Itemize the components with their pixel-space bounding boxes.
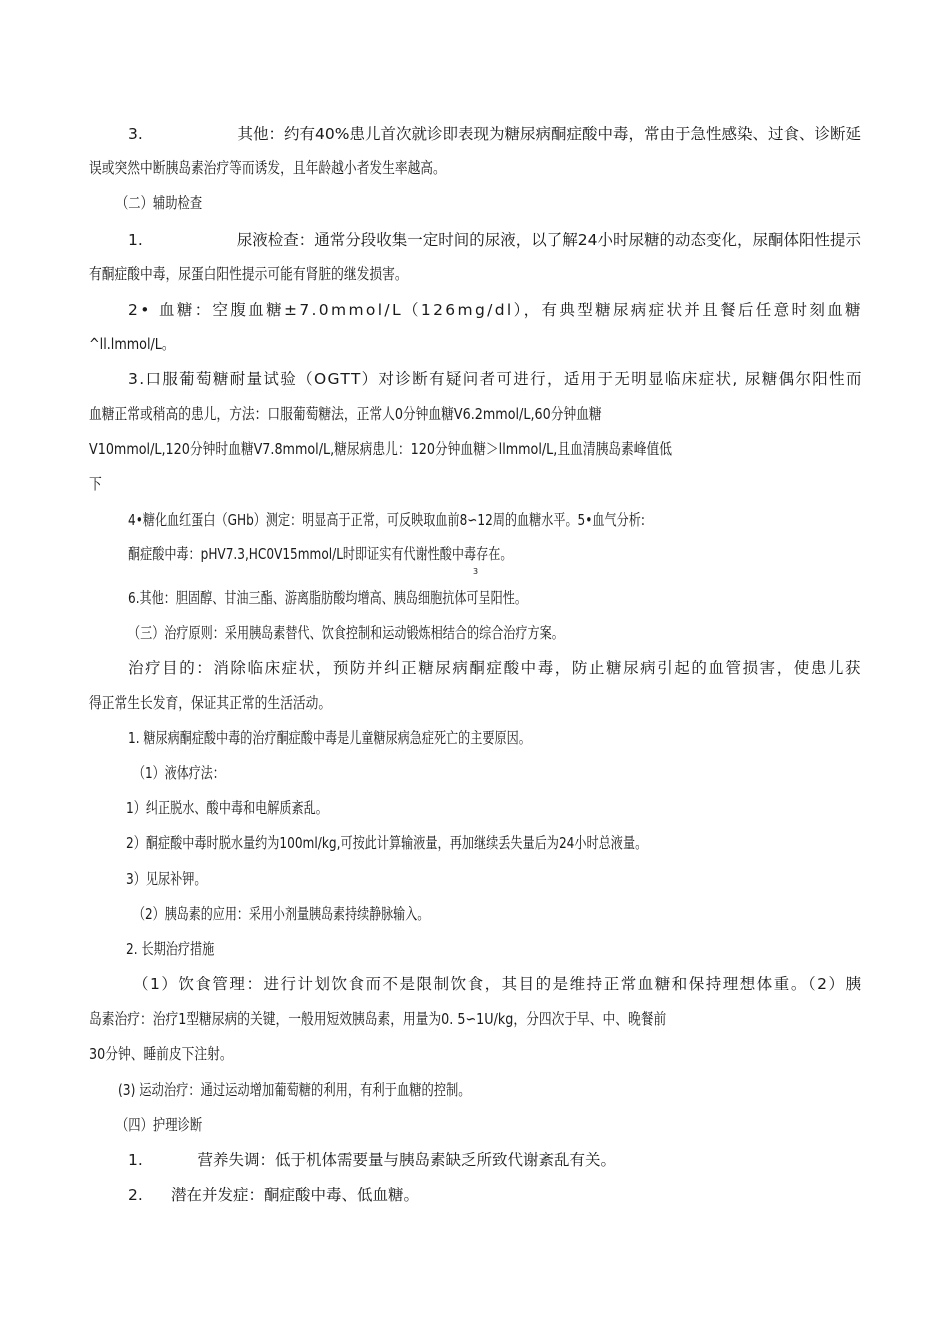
para-17: [128, 1150, 616, 1170]
para-7-line-2: 得正常生长发育，保证其正常的生活活动。: [89, 694, 332, 712]
para-2-line-1: [128, 230, 861, 250]
text-line: 营养失调：低于机体需要量与胰岛素缺乏所致代谢紊乱有关。: [197, 1151, 616, 1169]
para-14: 2. 长期治疗措施: [126, 940, 215, 958]
para-10: 1）纠正脱水、酸中毒和电解质紊乱。: [126, 799, 328, 817]
subscript-3: 3: [473, 567, 479, 576]
text-line: 尿液检查：通常分段收集一定时间的尿液，以了解24小时尿糖的动态变化，尿酮体阳性提示: [236, 231, 861, 249]
text-line: 其他：约有40%患儿首次就诊即表现为糖尿病酮症酸中毒，常由于急性感染、过食、诊断延: [237, 125, 861, 143]
para-9: （1）液体疗法：: [133, 764, 225, 782]
section-heading-4: （四）护理诊断: [116, 1116, 203, 1134]
para-1-line-1: [128, 124, 861, 144]
para-4-line-1: 3.口服葡萄糖耐量试验（OGTT）对诊断有疑问者可进行，适用于无明显临床症状, 尿糖偶尔阳性而: [128, 370, 863, 388]
para-4-line-4: 下: [89, 475, 102, 493]
list-number: 2.: [128, 1186, 143, 1204]
para-6: 6.其他：胆固醇、甘油三酯、游离脂肪酸均增高、胰岛细胞抗体可呈阳性。: [128, 589, 527, 607]
section-heading-2: （二）辅助检查: [116, 194, 203, 212]
text-line: 潜在并发症：酮症酸中毒、低血糖。: [170, 1186, 419, 1204]
list-number: 1.: [128, 1151, 143, 1169]
para-1-line-2: 误或突然中断胰岛素治疗等而诱发，且年龄越小者发生率越高。: [89, 159, 446, 177]
para-8: 1. 糖尿病酮症酸中毒的治疗酮症酸中毒是儿童糖尿病急症死亡的主要原因。: [128, 729, 531, 747]
section-heading-3: （三）治疗原则：采用胰岛素替代、饮食控制和运动锻炼相结合的综合治疗方案。: [128, 624, 564, 642]
para-15-line-1: （1）饮食管理：进行计划饮食而不是限制饮食，其目的是维持正常血糖和保持理想体重。（2）胰: [133, 975, 863, 993]
list-number: 1.: [128, 231, 143, 249]
list-number: 3.: [128, 125, 143, 143]
para-3-line-1: 2• 血糖：空腹血糖±7.0mmol/L（126mg/dl），有典型糖尿病症状并且餐后任意时刻血糖: [128, 301, 863, 319]
para-13: （2）胰岛素的应用：采用小剂量胰岛素持续静脉输入。: [133, 905, 430, 923]
para-16: (3) 运动治疗：通过运动增加葡萄糖的利用，有利于血糖的控制。: [118, 1081, 471, 1099]
para-4-line-2: 血糖正常或稍高的患儿，方法：口服葡萄糖法，正常人0分钟血糖V6.2mmol/L,60分钟血糖: [89, 405, 602, 423]
para-15-line-2: 岛素治疗：治疗1型糖尿病的关键，一般用短效胰岛素，用量为0. 5∽1U/kg，分四次于早、中、晚餐前: [89, 1010, 667, 1028]
para-3-line-2: ^ll.lmmol/L。: [89, 335, 175, 353]
para-2-line-2: 有酮症酸中毒，尿蛋白阳性提示可能有肾脏的继发损害。: [89, 265, 408, 283]
para-4-line-3: V10mmol/L,120分钟时血糖V7.8mmol/L,糖尿病患儿：120分钟血糖＞llmmol/L,且血清胰岛素峰值低: [89, 440, 673, 458]
para-5-line-2: 酮症酸中毒：pHV7.3,HC0V15mmol/L时即证实有代谢性酸中毒存在。: [128, 545, 513, 563]
para-11: 2）酮症酸中毒时脱水量约为100ml/kg,可按此计算输液量，再加继续丢失量后为24小时总液量。: [126, 834, 648, 852]
para-15-line-3: 30分钟、睡前皮下注射。: [89, 1045, 233, 1063]
para-7-line-1: 治疗目的：消除临床症状，预防并纠正糖尿病酮症酸中毒，防止糖尿病引起的血管损害，使患儿获: [128, 659, 863, 677]
para-5-line-1: 4•糖化血红蛋白（GHb）测定：明显高于正常，可反映取血前8∽12周的血糖水平。5•血气分析:: [128, 511, 645, 529]
para-12: 3）见尿补钾。: [126, 870, 207, 888]
para-18: [128, 1185, 419, 1205]
